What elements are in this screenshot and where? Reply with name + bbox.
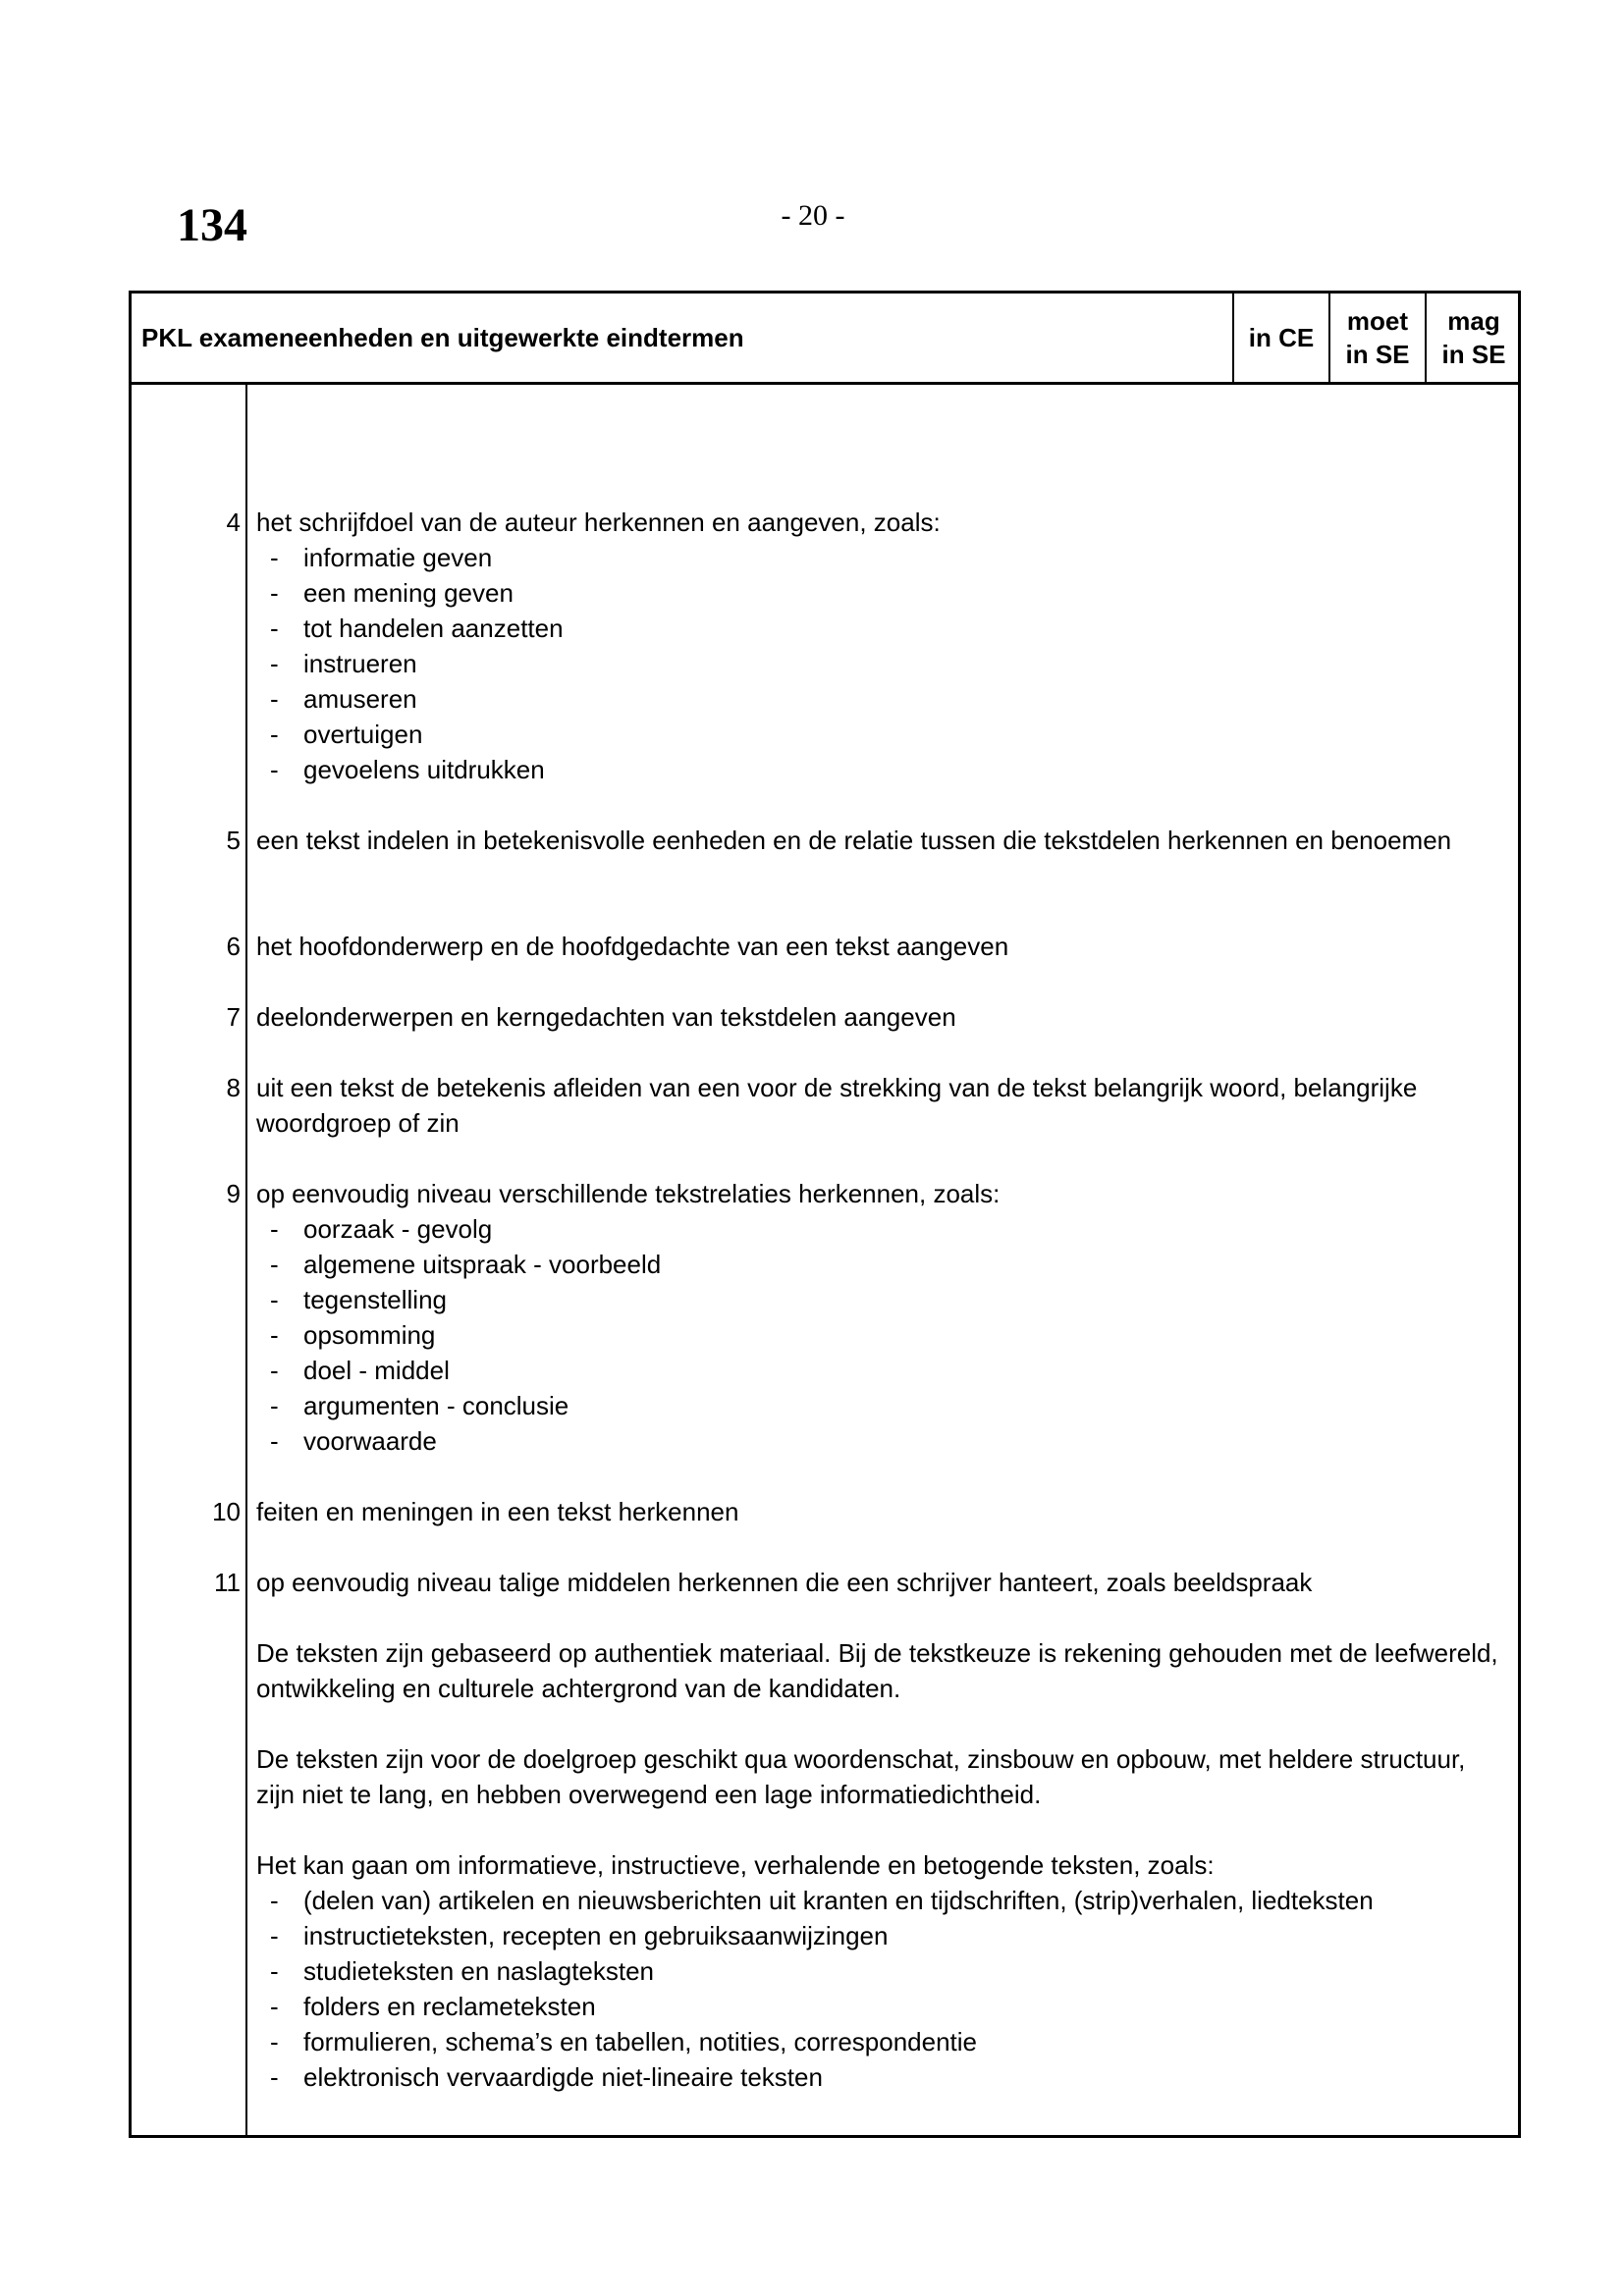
table-header-title: PKL exameneenheden en uitgewerkte eindtermen (141, 323, 744, 352)
list-item (256, 1989, 1508, 2024)
mag-line1: mag (1447, 306, 1500, 336)
bullet-dash: - (270, 578, 279, 608)
item-number: 9 (226, 1179, 241, 1208)
list-item (256, 1211, 1508, 1247)
bullet-dash: - (270, 1356, 279, 1385)
bullet-dash: - (270, 2027, 279, 2056)
bullet-text: overtuigen (303, 720, 423, 749)
bullet-text: doel - middel (303, 1356, 450, 1385)
table-body (132, 294, 1518, 2135)
bullet-text: (delen van) artikelen en nieuwsberichten uit kranten en tijdschriften, (strip)verhalen, liedteksten (303, 1886, 1374, 1915)
item-number: 5 (226, 826, 241, 855)
item-description: een tekst indelen in betekenisvolle eenheden en de relatie tussen die tekstdelen herkennen en benoemen (256, 826, 1452, 855)
bullet-text: algemene uitspraak - voorbeeld (303, 1250, 662, 1279)
bullet-dash: - (270, 684, 279, 714)
bullet-text: gevoelens uitdrukken (303, 755, 545, 784)
bullet-text: folders en reclameteksten (303, 1992, 596, 2021)
bullet-text: instrueren (303, 649, 417, 678)
bullet-text: informatie geven (303, 543, 493, 572)
bullet-list (256, 540, 1508, 787)
item-text (256, 1176, 1508, 1459)
moet-line2: in SE (1345, 340, 1410, 369)
page-center-label (0, 196, 1624, 236)
item-description: op eenvoudig niveau talige middelen herkennen die een schrijver hanteert, zoals beeldspraak (256, 1568, 1313, 1597)
list-item (256, 540, 1508, 575)
item-description: het hoofdonderwerp en de hoofdgedachte van een tekst aangeven (256, 932, 1009, 961)
bullet-text: instructieteksten, recepten en gebruiksaanwijzingen (303, 1921, 889, 1950)
bullet-text: voorwaarde (303, 1426, 437, 1456)
item-description: het schrijfdoel van de auteur herkennen en aangeven, zoals: (256, 507, 941, 537)
bullet-dash: - (270, 1956, 279, 1986)
item-number: 7 (226, 1002, 241, 1032)
list-item (256, 1423, 1508, 1459)
list-item (256, 1317, 1508, 1353)
bullet-dash: - (270, 614, 279, 643)
bullet-dash: - (270, 543, 279, 572)
bullet-text: tot handelen aanzetten (303, 614, 564, 643)
bullet-dash: - (270, 1426, 279, 1456)
list-item (256, 575, 1508, 611)
bullet-text: opsomming (303, 1320, 436, 1350)
bullet-text: een mening geven (303, 578, 514, 608)
bullet-text: amuseren (303, 684, 417, 714)
eindtermen-table (129, 291, 1521, 2138)
column-header-in-ce-label: in CE (1248, 323, 1315, 352)
item-description: uit een tekst de betekenis afleiden van een voor de strekking van de tekst belangrijk woord, belangrijke woordgroep of zin (256, 1073, 1418, 1138)
list-item (256, 1918, 1508, 1953)
bullet-dash: - (270, 649, 279, 678)
note-text: De teksten zijn voor de doelgroep geschikt qua woordenschat, zinsbouw en opbouw, met heldere structuur, zijn niet te lang, en hebben overwegend een lage informatiedichtheid. (256, 1744, 1466, 1809)
bullet-list (256, 1883, 1508, 2095)
item-description: op eenvoudig niveau verschillende tekstrelaties herkennen, zoals: (256, 1179, 1001, 1208)
page-number: 134 (177, 199, 247, 251)
list-item (256, 611, 1508, 646)
bullet-dash: - (270, 1992, 279, 2021)
bullet-dash: - (270, 1921, 279, 1950)
mag-line2: in SE (1441, 340, 1506, 369)
list-item (256, 717, 1508, 752)
bullet-dash: - (270, 1285, 279, 1314)
note-text-block (256, 1847, 1508, 2095)
bullet-text: formulieren, schema’s en tabellen, notities, correspondentie (303, 2027, 978, 2056)
bullet-dash: - (270, 1320, 279, 1350)
bullet-text: tegenstelling (303, 1285, 447, 1314)
note-text: De teksten zijn gebaseerd op authentiek materiaal. Bij de tekstkeuze is rekening gehouden met de leefwereld, ontwikkeling en culturele achtergrond van de kandidaten. (256, 1638, 1498, 1703)
list-item (256, 1353, 1508, 1388)
bullet-text: elektronisch vervaardigde niet-lineaire teksten (303, 2062, 823, 2092)
list-item (256, 752, 1508, 787)
page-center-text: - 20 - (781, 199, 845, 232)
moet-line1: moet (1346, 306, 1409, 336)
list-item (256, 1388, 1508, 1423)
bullet-dash: - (270, 720, 279, 749)
item-number: 4 (226, 507, 241, 537)
list-item (256, 646, 1508, 681)
bullet-dash: - (270, 1886, 279, 1915)
note-text: Het kan gaan om informatieve, instructieve, verhalende en betogende teksten, zoals: (256, 1850, 1215, 1880)
bullet-text: studieteksten en naslagteksten (303, 1956, 655, 1986)
bullet-text: argumenten - conclusie (303, 1391, 569, 1420)
bullet-dash: - (270, 2062, 279, 2092)
bullet-list (256, 1211, 1508, 1459)
bullet-dash: - (270, 1214, 279, 1244)
list-item (256, 2024, 1508, 2059)
item-number: 11 (214, 1568, 241, 1597)
item-text (256, 505, 1508, 787)
bullet-dash: - (270, 1250, 279, 1279)
list-item (256, 1247, 1508, 1282)
list-item (256, 1953, 1508, 1989)
item-number: 8 (226, 1073, 241, 1102)
list-item (256, 1282, 1508, 1317)
bullet-dash: - (270, 1391, 279, 1420)
list-item (256, 681, 1508, 717)
item-description: deelonderwerpen en kerngedachten van tekstdelen aangeven (256, 1002, 956, 1032)
item-number: 6 (226, 932, 241, 961)
item-description: feiten en meningen in een tekst herkennen (256, 1497, 739, 1526)
list-item (256, 2059, 1508, 2095)
bullet-text: oorzaak - gevolg (303, 1214, 493, 1244)
bullet-dash: - (270, 755, 279, 784)
item-number: 10 (212, 1497, 241, 1526)
list-item (256, 1883, 1508, 1918)
